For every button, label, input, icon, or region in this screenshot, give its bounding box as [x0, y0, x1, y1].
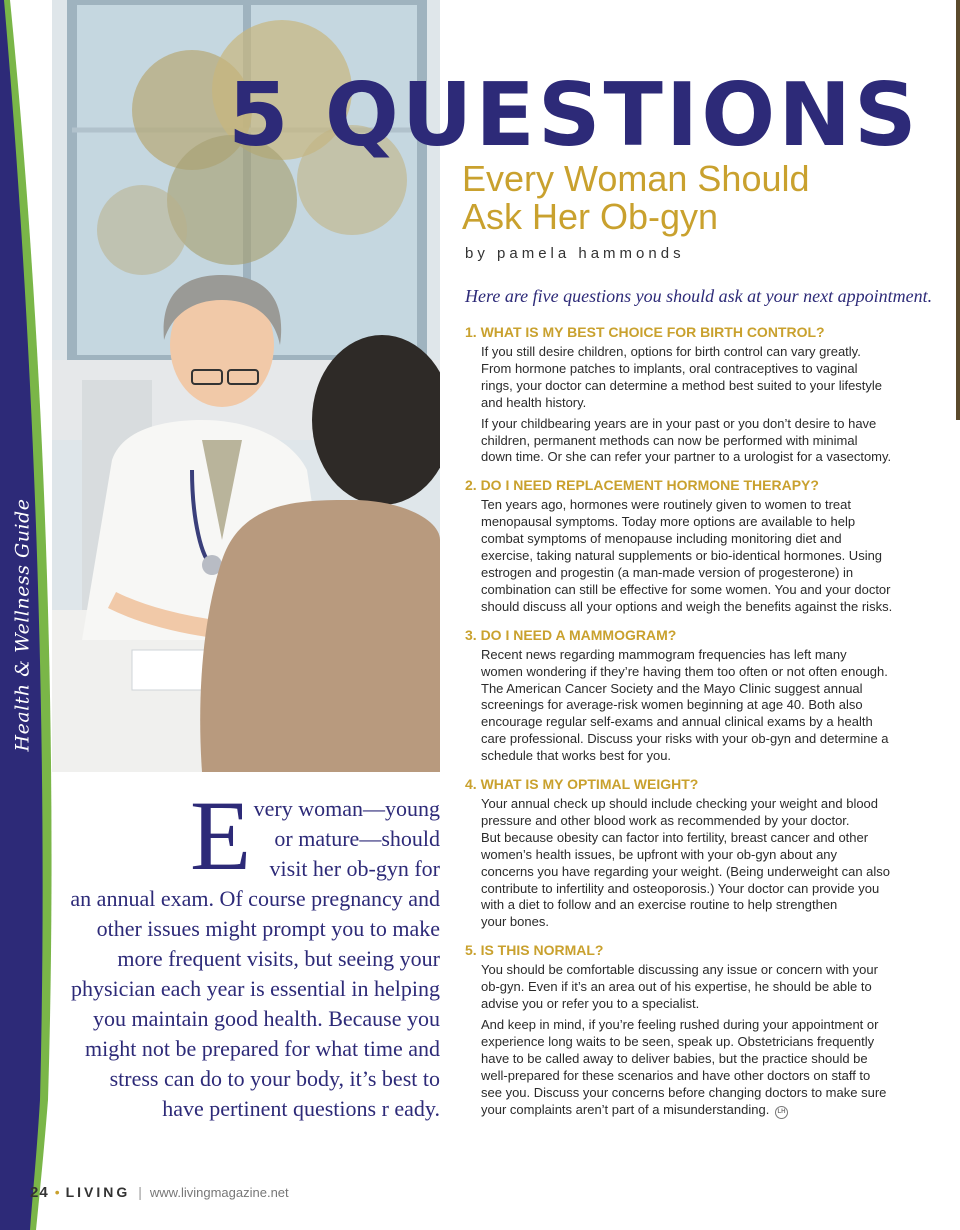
question-heading: 2. DO I NEED REPLACEMENT HORMONE THERAPY? [465, 477, 819, 494]
magazine-name: LIVING [65, 1184, 131, 1200]
text-line: ob-gyn. Even if it’s an area out of his expertise, he should be able to [481, 979, 872, 995]
text-line: Recent news regarding mammogram frequencies has left many [481, 646, 847, 662]
question-heading: 3. DO I NEED A MAMMOGRAM? [465, 626, 677, 643]
question-block [465, 627, 905, 765]
question-paragraph [481, 1017, 905, 1119]
text-line: exercise, taking natural supplements or bio-identical hormones. Using [481, 548, 883, 564]
text-line: advise you or refer you to a specialist. [481, 996, 700, 1012]
question-paragraph [481, 497, 905, 615]
question-heading: 1. WHAT IS MY BEST CHOICE FOR BIRTH CONTROL? [465, 324, 825, 340]
subtitle-line: Ask Her Ob-gyn [462, 196, 719, 237]
text-line: screenings for average-risk women beginning at age 40. Both also [481, 697, 863, 713]
text-line: care professional. Discuss your risks with your ob-gyn and determine a [481, 731, 889, 747]
text-line: children, permanent methods can now be performed with minimal [481, 432, 858, 448]
magazine-url[interactable]: www.livingmagazine.net [149, 1185, 289, 1200]
question-heading: 5. IS THIS NORMAL? [465, 942, 604, 959]
lead-line: more frequent visits, but seeing your [117, 946, 440, 971]
lead-line: or mature—should [274, 826, 440, 851]
footer-bullet: • [54, 1184, 60, 1200]
text-line: should discuss all your options and weigh the benefits against the risks. [481, 598, 893, 614]
text-line-content: your complaints aren’t part of a misunderstanding. [481, 1101, 770, 1117]
text-line: encourage regular self-exams and annual clinical exams by a health [481, 714, 873, 730]
text-line: Ten years ago, hormones were routinely given to women to treat [481, 497, 851, 513]
adjacent-page-edge [956, 0, 960, 420]
question-paragraph [481, 647, 905, 765]
text-line: combat symptoms of menopause including monitoring diet and [481, 531, 842, 547]
text-line: experience long waits to be seen, speak up. Obstetricians frequently [481, 1033, 875, 1049]
question-paragraph [481, 796, 905, 931]
question-paragraph [481, 962, 905, 1013]
page-number: 24 [30, 1184, 49, 1201]
intro-text: Here are five questions you should ask at your next appointment. [465, 286, 933, 306]
text-line: down time. Or she can refer your partner to a urologist for a vasectomy. [481, 449, 892, 465]
lead-line: visit her ob-gyn for [269, 856, 440, 881]
text-line: have to be called away to deliver babies, but the practice should be [481, 1050, 868, 1066]
text-line: well-prepared for these scenarios and have other doctors on staff to [481, 1067, 871, 1083]
text-line: schedule that works best for you. [481, 748, 672, 764]
text-line: and health history. [481, 394, 587, 410]
question-paragraph [481, 416, 905, 467]
text-line: pressure and other blood work as recommended by your doctor. [481, 812, 850, 828]
text-line: But because obesity can factor into fertility, breast cancer and other [481, 829, 869, 845]
text-line: your bones. [481, 914, 549, 930]
text-line: see you. Discuss your concerns before changing doctors to make sure [481, 1084, 887, 1100]
question-block [465, 942, 905, 1118]
text-line [481, 1102, 905, 1119]
subtitle-line: Every Woman Should [462, 158, 810, 199]
text-line: contribute to infertility and osteoporosis.) Your doctor can provide you [481, 880, 880, 896]
text-line: combination can still be effective for some women. You and your doctor [481, 581, 891, 597]
footer-separator: | [138, 1184, 142, 1200]
question-block [465, 324, 905, 466]
byline: by pamela hammonds [465, 245, 685, 262]
article-subtitle [462, 160, 932, 236]
lead-line: an annual exam. Of course pregnancy and [70, 886, 440, 911]
lead-line: very woman—young [253, 796, 440, 821]
lead-line: stress can do to your body, it’s best to [109, 1066, 440, 1091]
lead-line: have pertinent questions r eady. [162, 1096, 440, 1121]
text-line: The American Cancer Society and the Mayo Clinic suggest annual [481, 680, 863, 696]
question-block [465, 776, 905, 931]
text-line: From hormone patches to implants, oral contraceptives to vaginal [481, 360, 858, 376]
lead-line: physician each year is essential in helping [71, 976, 440, 1001]
text-line: And keep in mind, if you’re feeling rushed during your appointment or [481, 1017, 879, 1032]
end-mark-icon: LH [775, 1106, 788, 1119]
lead-line: might not be prepared for what time and [85, 1036, 440, 1061]
text-line: estrogen and progestin (a man-made version of progesterone) in [481, 564, 854, 580]
questions-column [465, 324, 905, 1130]
question-block [465, 477, 905, 615]
text-line: women’s health issues, be upfront with your ob-gyn about any [481, 846, 838, 862]
text-line: with a diet to follow and an exercise routine to help strengthen [481, 897, 838, 913]
drop-cap: E [190, 780, 252, 891]
lead-line: other issues might prompt you to make [96, 916, 440, 941]
text-line: Your annual check up should include checking your weight and blood [481, 796, 879, 812]
text-line: You should be comfortable discussing any issue or concern with your [481, 962, 878, 978]
section-label-text: Health & Wellness Guide [11, 498, 34, 752]
page-footer [30, 1184, 289, 1201]
text-line: concerns you have regarding your weight. (Being underweight can also [481, 863, 891, 879]
lead-line: you maintain good health. Because you [92, 1006, 440, 1031]
text-line: rings, your doctor can determine a method best suited to your lifestyle [481, 377, 883, 393]
question-paragraph [481, 344, 905, 412]
text-line: If you still desire children, options for birth control can vary greatly. [481, 344, 861, 359]
text-line: If your childbearing years are in your past or you don’t desire to have [481, 415, 877, 431]
section-label [2, 498, 42, 752]
text-line: menopausal symptoms. Today more options are available to help [481, 514, 856, 530]
article-title: 5 QUESTIONS [228, 64, 920, 166]
question-heading: 4. WHAT IS MY OPTIMAL WEIGHT? [465, 776, 699, 793]
text-line: women wondering if they’re having them too often or not often enough. [481, 663, 888, 679]
